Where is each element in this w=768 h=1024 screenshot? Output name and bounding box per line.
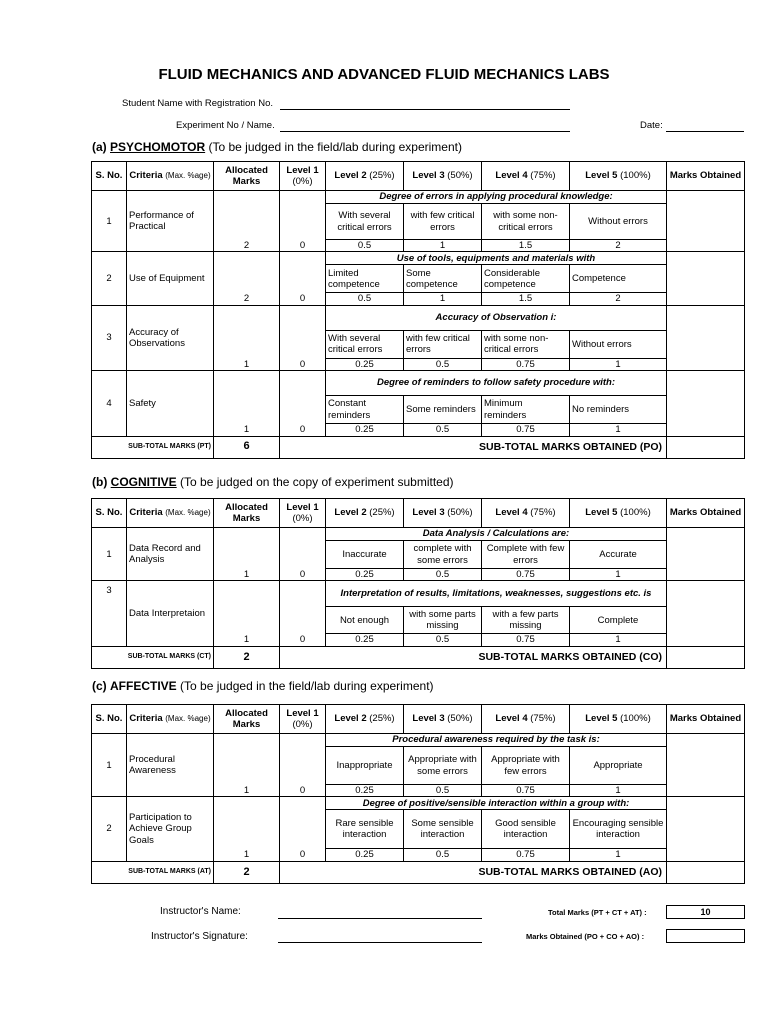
marks-obtained-cell[interactable] bbox=[667, 252, 745, 305]
date-field[interactable] bbox=[666, 131, 744, 132]
subtotal-label: SUB-TOTAL MARKS (AT) bbox=[92, 861, 214, 883]
student-name-field[interactable] bbox=[280, 109, 570, 110]
row-value-level2: 0.25 bbox=[326, 424, 404, 436]
row-value-level2: 0.25 bbox=[326, 634, 404, 646]
header-allocated: Allocated Marks bbox=[214, 162, 280, 191]
row-desc-level4: with some non-critical errors bbox=[482, 204, 570, 240]
total-marks-value: 10 bbox=[666, 905, 745, 919]
row-value-level4: 0.75 bbox=[482, 569, 570, 581]
row-desc-level2: Limited competence bbox=[326, 265, 404, 293]
marks-obtained-label: Marks Obtained (PO + CO + AO) : bbox=[526, 932, 645, 941]
cognitive-table bbox=[91, 498, 745, 669]
row-descriptor-header: Use of tools, equipments and materials with bbox=[326, 252, 667, 265]
row-descriptor-header: Data Analysis / Calculations are: bbox=[326, 528, 667, 541]
row-level1: 0 bbox=[280, 734, 326, 797]
total-marks-label: Total Marks (PT + CT + AT) : bbox=[548, 908, 647, 917]
experiment-field[interactable] bbox=[280, 131, 570, 132]
instructor-name-field[interactable] bbox=[278, 918, 482, 919]
row-level1: 0 bbox=[280, 581, 326, 646]
subtotal-value: 2 bbox=[214, 646, 280, 668]
row-value-level4: 1.5 bbox=[482, 293, 570, 305]
marks-obtained-cell[interactable] bbox=[667, 528, 745, 581]
row-desc-level4: with some non-critical errors bbox=[482, 330, 570, 358]
section-psychomotor-heading: (a) PSYCHOMOTOR (To be judged in the field/lab during experiment) bbox=[92, 140, 462, 154]
header-criteria: Criteria (Max. %age) bbox=[127, 499, 214, 528]
table-row bbox=[92, 191, 745, 204]
instructor-signature-label: Instructor's Signature: bbox=[151, 931, 248, 942]
row-desc-level3: complete with some errors bbox=[404, 541, 482, 569]
row-desc-level3: with few critical errors bbox=[404, 330, 482, 358]
marks-obtained-cell[interactable] bbox=[667, 581, 745, 646]
row-criteria: Safety bbox=[127, 371, 214, 436]
row-desc-level4: Minimum reminders bbox=[482, 396, 570, 424]
page-title: FLUID MECHANICS AND ADVANCED FLUID MECHANICS LABS bbox=[158, 66, 610, 83]
header-level4: Level 4 (75%) bbox=[482, 162, 570, 191]
row-descriptor-header: Degree of reminders to follow safety procedure with: bbox=[326, 371, 667, 396]
row-desc-level5: Accurate bbox=[570, 541, 667, 569]
row-value-level3: 0.5 bbox=[404, 569, 482, 581]
marks-obtained-cell[interactable] bbox=[667, 797, 745, 861]
marks-obtained-cell[interactable] bbox=[667, 191, 745, 252]
row-value-level2: 0.5 bbox=[326, 293, 404, 305]
marks-obtained-cell[interactable] bbox=[667, 371, 745, 436]
row-value-level2: 0.5 bbox=[326, 240, 404, 252]
table-row bbox=[92, 734, 745, 747]
row-sno: 2 bbox=[92, 797, 127, 861]
subtotal-obtained-label: SUB-TOTAL MARKS OBTAINED (PO) bbox=[280, 436, 667, 458]
section-affective-heading: (c) AFFECTIVE (To be judged in the field/lab during experiment) bbox=[92, 679, 434, 693]
table-row bbox=[92, 581, 745, 607]
row-desc-level2: Not enough bbox=[326, 607, 404, 634]
header-sno: S. No. bbox=[92, 705, 127, 734]
row-sno: 1 bbox=[92, 528, 127, 581]
row-allocated: 2 bbox=[214, 191, 280, 252]
row-desc-level4: Good sensible interaction bbox=[482, 810, 570, 849]
table-row bbox=[92, 797, 745, 810]
table-header-row bbox=[92, 162, 745, 191]
header-sno: S. No. bbox=[92, 499, 127, 528]
row-value-level3: 0.5 bbox=[404, 849, 482, 861]
subtotal-row bbox=[92, 646, 745, 668]
row-descriptor-header: Procedural awareness required by the task is: bbox=[326, 734, 667, 747]
row-value-level5: 1 bbox=[570, 785, 667, 797]
row-allocated: 1 bbox=[214, 734, 280, 797]
row-allocated: 1 bbox=[214, 305, 280, 370]
row-desc-level3: with some parts missing bbox=[404, 607, 482, 634]
row-desc-level3: Appropriate with some errors bbox=[404, 747, 482, 785]
table-header-row bbox=[92, 499, 745, 528]
row-allocated: 1 bbox=[214, 797, 280, 861]
row-value-level5: 1 bbox=[570, 358, 667, 370]
row-desc-level5: Without errors bbox=[570, 330, 667, 358]
header-level2: Level 2 (25%) bbox=[326, 499, 404, 528]
row-value-level3: 1 bbox=[404, 293, 482, 305]
row-descriptor-header: Accuracy of Observation i: bbox=[326, 305, 667, 330]
row-criteria: Data Interpretaion bbox=[127, 581, 214, 646]
row-level1: 0 bbox=[280, 252, 326, 305]
row-desc-level3: with few critical errors bbox=[404, 204, 482, 240]
header-level4: Level 4 (75%) bbox=[482, 499, 570, 528]
row-value-level4: 1.5 bbox=[482, 240, 570, 252]
table-row bbox=[92, 252, 745, 265]
subtotal-row bbox=[92, 861, 745, 883]
header-sno: S. No. bbox=[92, 162, 127, 191]
subtotal-obtained-label: SUB-TOTAL MARKS OBTAINED (AO) bbox=[280, 861, 667, 883]
row-desc-level4: Considerable competence bbox=[482, 265, 570, 293]
row-value-level3: 0.5 bbox=[404, 358, 482, 370]
row-allocated: 1 bbox=[214, 371, 280, 436]
row-sno: 2 bbox=[92, 252, 127, 305]
row-desc-level3: Some sensible interaction bbox=[404, 810, 482, 849]
row-desc-level5: Encouraging sensible interaction bbox=[570, 810, 667, 849]
row-sno: 3 bbox=[92, 305, 127, 370]
row-value-level3: 1 bbox=[404, 240, 482, 252]
row-level1: 0 bbox=[280, 528, 326, 581]
row-desc-level4: with a few parts missing bbox=[482, 607, 570, 634]
row-criteria: Accuracy of Observations bbox=[127, 305, 214, 370]
experiment-label: Experiment No / Name. bbox=[176, 120, 275, 131]
row-criteria: Procedural Awareness bbox=[127, 734, 214, 797]
row-value-level4: 0.75 bbox=[482, 358, 570, 370]
row-value-level4: 0.75 bbox=[482, 634, 570, 646]
row-value-level2: 0.25 bbox=[326, 358, 404, 370]
row-criteria: Data Record and Analysis bbox=[127, 528, 214, 581]
subtotal-obtained-label: SUB-TOTAL MARKS OBTAINED (CO) bbox=[280, 646, 667, 668]
row-value-level4: 0.75 bbox=[482, 424, 570, 436]
row-value-level5: 2 bbox=[570, 293, 667, 305]
subtotal-value: 6 bbox=[214, 436, 280, 458]
row-value-level2: 0.25 bbox=[326, 849, 404, 861]
row-desc-level5: No reminders bbox=[570, 396, 667, 424]
row-criteria: Performance of Practical bbox=[127, 191, 214, 252]
row-sno: 1 bbox=[92, 191, 127, 252]
row-value-level5: 2 bbox=[570, 240, 667, 252]
row-level1: 0 bbox=[280, 305, 326, 370]
subtotal-label: SUB-TOTAL MARKS (CT) bbox=[92, 646, 214, 668]
header-level1: Level 1 (0%) bbox=[280, 162, 326, 191]
header-level3: Level 3 (50%) bbox=[404, 705, 482, 734]
psychomotor-table bbox=[91, 161, 745, 459]
instructor-name-label: Instructor's Name: bbox=[160, 906, 241, 917]
header-level2: Level 2 (25%) bbox=[326, 705, 404, 734]
row-desc-level3: Some reminders bbox=[404, 396, 482, 424]
marks-obtained-cell[interactable] bbox=[667, 305, 745, 370]
row-value-level3: 0.5 bbox=[404, 424, 482, 436]
header-level5: Level 5 (100%) bbox=[570, 705, 667, 734]
row-desc-level4: Appropriate with few errors bbox=[482, 747, 570, 785]
header-level1: Level 1 (0%) bbox=[280, 705, 326, 734]
row-value-level5: 1 bbox=[570, 634, 667, 646]
row-desc-level4: Complete with few errors bbox=[482, 541, 570, 569]
header-level3: Level 3 (50%) bbox=[404, 499, 482, 528]
row-sno: 4 bbox=[92, 371, 127, 436]
row-desc-level3: Some competence bbox=[404, 265, 482, 293]
row-desc-level5: Competence bbox=[570, 265, 667, 293]
header-level2: Level 2 (25%) bbox=[326, 162, 404, 191]
row-allocated: 1 bbox=[214, 528, 280, 581]
header-marks: Marks Obtained bbox=[667, 499, 745, 528]
row-value-level5: 1 bbox=[570, 849, 667, 861]
row-descriptor-header: Interpretation of results, limitations, weaknesses, suggestions etc. is bbox=[326, 581, 667, 607]
header-level5: Level 5 (100%) bbox=[570, 499, 667, 528]
row-value-level3: 0.5 bbox=[404, 634, 482, 646]
header-marks: Marks Obtained bbox=[667, 162, 745, 191]
row-desc-level2: Inappropriate bbox=[326, 747, 404, 785]
row-desc-level2: Inaccurate bbox=[326, 541, 404, 569]
row-desc-level2: With several critical errors bbox=[326, 204, 404, 240]
marks-obtained-value[interactable] bbox=[666, 929, 745, 943]
subtotal-label: SUB-TOTAL MARKS (PT) bbox=[92, 436, 214, 458]
row-criteria: Participation to Achieve Group Goals bbox=[127, 797, 214, 861]
section-cognitive-heading: (b) COGNITIVE (To be judged on the copy of experiment submitted) bbox=[92, 475, 454, 489]
header-level3: Level 3 (50%) bbox=[404, 162, 482, 191]
row-desc-level2: Rare sensible interaction bbox=[326, 810, 404, 849]
table-row bbox=[92, 528, 745, 541]
table-row bbox=[92, 305, 745, 330]
row-desc-level5: Complete bbox=[570, 607, 667, 634]
row-descriptor-header: Degree of errors in applying procedural knowledge: bbox=[326, 191, 667, 204]
row-desc-level5: Appropriate bbox=[570, 747, 667, 785]
subtotal-row bbox=[92, 436, 745, 458]
row-level1: 0 bbox=[280, 371, 326, 436]
row-sno: 1 bbox=[92, 734, 127, 797]
header-level4: Level 4 (75%) bbox=[482, 705, 570, 734]
instructor-signature-field[interactable] bbox=[278, 942, 482, 943]
row-value-level5: 1 bbox=[570, 569, 667, 581]
table-row bbox=[92, 371, 745, 396]
header-level1: Level 1 (0%) bbox=[280, 499, 326, 528]
date-label: Date: bbox=[640, 120, 663, 131]
table-header-row bbox=[92, 705, 745, 734]
row-criteria: Use of Equipment bbox=[127, 252, 214, 305]
affective-table bbox=[91, 704, 745, 884]
row-allocated: 2 bbox=[214, 252, 280, 305]
row-desc-level5: Without errors bbox=[570, 204, 667, 240]
header-marks: Marks Obtained bbox=[667, 705, 745, 734]
row-value-level4: 0.75 bbox=[482, 785, 570, 797]
subtotal-value: 2 bbox=[214, 861, 280, 883]
subtotal-obtained-cell[interactable] bbox=[667, 436, 745, 458]
header-allocated: Allocated Marks bbox=[214, 499, 280, 528]
row-value-level3: 0.5 bbox=[404, 785, 482, 797]
header-allocated: Allocated Marks bbox=[214, 705, 280, 734]
row-value-level5: 1 bbox=[570, 424, 667, 436]
row-value-level2: 0.25 bbox=[326, 569, 404, 581]
row-desc-level2: With several critical errors bbox=[326, 330, 404, 358]
subtotal-obtained-cell[interactable] bbox=[667, 646, 745, 668]
row-level1: 0 bbox=[280, 797, 326, 861]
row-value-level2: 0.25 bbox=[326, 785, 404, 797]
header-criteria: Criteria (Max. %age) bbox=[127, 705, 214, 734]
row-descriptor-header: Degree of positive/sensible interaction within a group with: bbox=[326, 797, 667, 810]
row-allocated: 1 bbox=[214, 581, 280, 646]
header-level5: Level 5 (100%) bbox=[570, 162, 667, 191]
marks-obtained-cell[interactable] bbox=[667, 734, 745, 797]
row-value-level4: 0.75 bbox=[482, 849, 570, 861]
student-name-label: Student Name with Registration No. bbox=[122, 98, 274, 109]
row-level1: 0 bbox=[280, 191, 326, 252]
header-criteria: Criteria (Max. %age) bbox=[127, 162, 214, 191]
subtotal-obtained-cell[interactable] bbox=[667, 861, 745, 883]
row-desc-level2: Constant reminders bbox=[326, 396, 404, 424]
row-sno: 3 bbox=[92, 581, 127, 646]
